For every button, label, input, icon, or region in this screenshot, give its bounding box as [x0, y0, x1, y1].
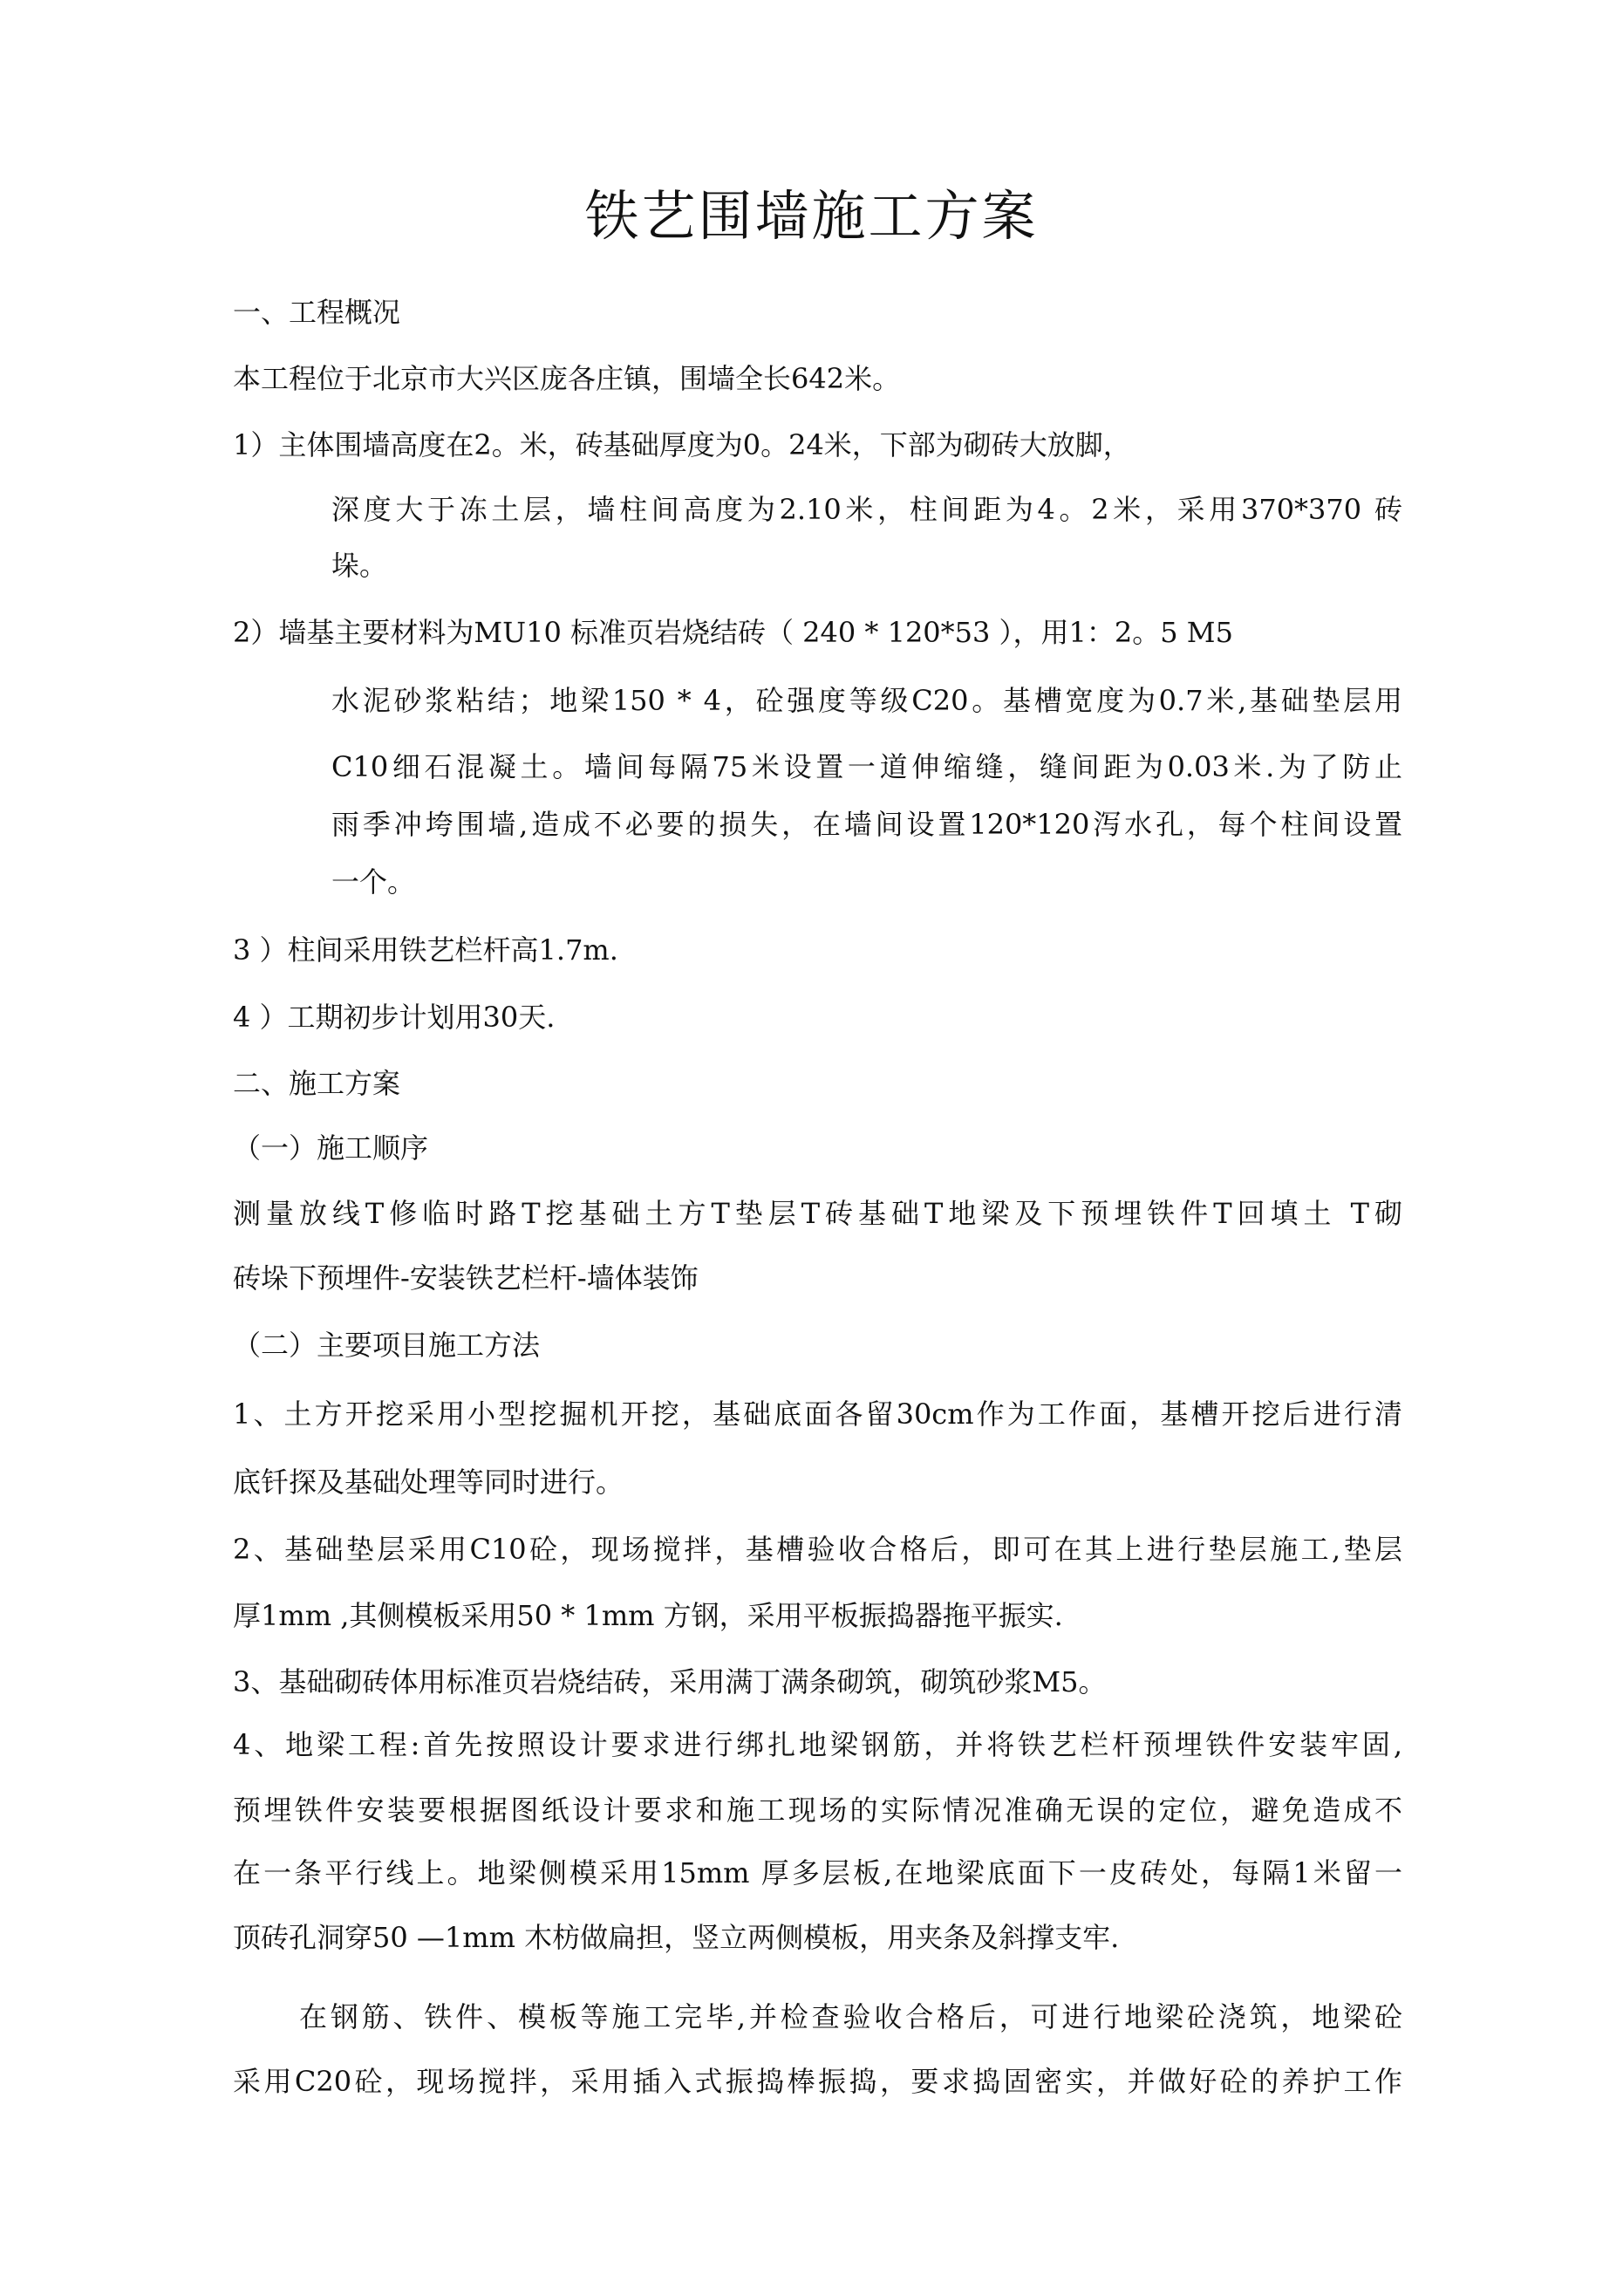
text-line: 本工程位于北京市大兴区庞各庄镇，围墙全长642米。 — [233, 362, 901, 395]
subheading-construction-sequence: （一）施工顺序 — [233, 1131, 429, 1165]
document-title: 铁艺围墙施工方案 — [584, 184, 1039, 248]
text-line: 1）主体围墙高度在2。米，砖基础厚度为0。24米，下部为砌砖大放脚， — [233, 428, 1131, 461]
subheading-construction-methods: （二）主要项目施工方法 — [233, 1329, 541, 1362]
text-line: 1、土方开挖采用小型挖掘机开挖，基础底面各留30cm作为工作面，基槽开挖后进行清 — [233, 1397, 1402, 1431]
heading-project-overview: 一、工程概况 — [233, 296, 401, 329]
text-line: 4、地梁工程:首先按照设计要求进行绑扎地梁钢筋，并将铁艺栏杆预埋铁件安装牢固, — [233, 1728, 1402, 1761]
text-line: 预埋铁件安装要根据图纸设计要求和施工现场的实际情况准确无误的定位，避免造成不 — [233, 1794, 1402, 1827]
text-line: 2）墙基主要材料为MU10 标准页岩烧结砖（ 240 * 120*53 ），用1：2。5 M5 — [233, 616, 1233, 649]
text-line: C10细石混凝土。墙间每隔75米设置一道伸缩缝，缝间距为0.03米.为了防止 — [331, 750, 1402, 783]
text-line: 测量放线T修临时路T挖基础土方T垫层T砖基础T地梁及下预埋铁件T回填土 T砌 — [233, 1197, 1402, 1230]
text-line: 在一条平行线上。地梁侧模采用15mm 厚多层板,在地梁底面下一皮砖处，每隔1米留一 — [233, 1856, 1402, 1889]
text-line: 垛。 — [331, 549, 388, 582]
text-line: 4 ）工期初步计划用30天. — [233, 1001, 556, 1034]
heading-construction-plan: 二、施工方案 — [233, 1067, 401, 1100]
text-line: 2、基础垫层采用C10砼，现场搅拌，基槽验收合格后，即可在其上进行垫层施工,垫层 — [233, 1533, 1402, 1566]
text-line: 采用C20砼，现场搅拌，采用插入式振捣棒振捣，要求捣固密实，并做好砼的养护工作 — [233, 2065, 1402, 2098]
text-line: 深度大于冻土层，墙柱间高度为2.10米，柱间距为4。2米，采用370*370 砖 — [331, 493, 1402, 526]
text-line: 水泥砂浆粘结；地梁150 * 4，砼强度等级C20。基槽宽度为0.7米,基础垫层用 — [331, 684, 1402, 717]
text-line: 厚1mm ,其侧模板采用50 * 1mm 方钢，采用平板振捣器拖平振实. — [233, 1599, 1063, 1632]
text-line: 3、基础砌砖体用标准页岩烧结砖，采用满丁满条砌筑，砌筑砂浆M5。 — [233, 1665, 1107, 1698]
text-line: 在钢筋、铁件、模板等施工完毕,并检查验收合格后，可进行地梁砼浇筑，地梁砼 — [299, 2000, 1402, 2033]
text-line: 顶砖孔洞穿50 —1mm 木枋做扁担，竖立两侧模板，用夹条及斜撑支牢. — [233, 1921, 1120, 1954]
text-line: 3 ）柱间采用铁艺栏杆高1.7m. — [233, 933, 618, 967]
text-line: 砖垛下预埋件-安装铁艺栏杆-墙体装饰 — [233, 1261, 699, 1295]
text-line: 雨季冲垮围墙,造成不必要的损失，在墙间设置120*120泻水孔，每个柱间设置 — [331, 808, 1402, 841]
text-line: 底钎探及基础处理等同时进行。 — [233, 1466, 624, 1499]
text-line: 一个。 — [331, 865, 416, 899]
